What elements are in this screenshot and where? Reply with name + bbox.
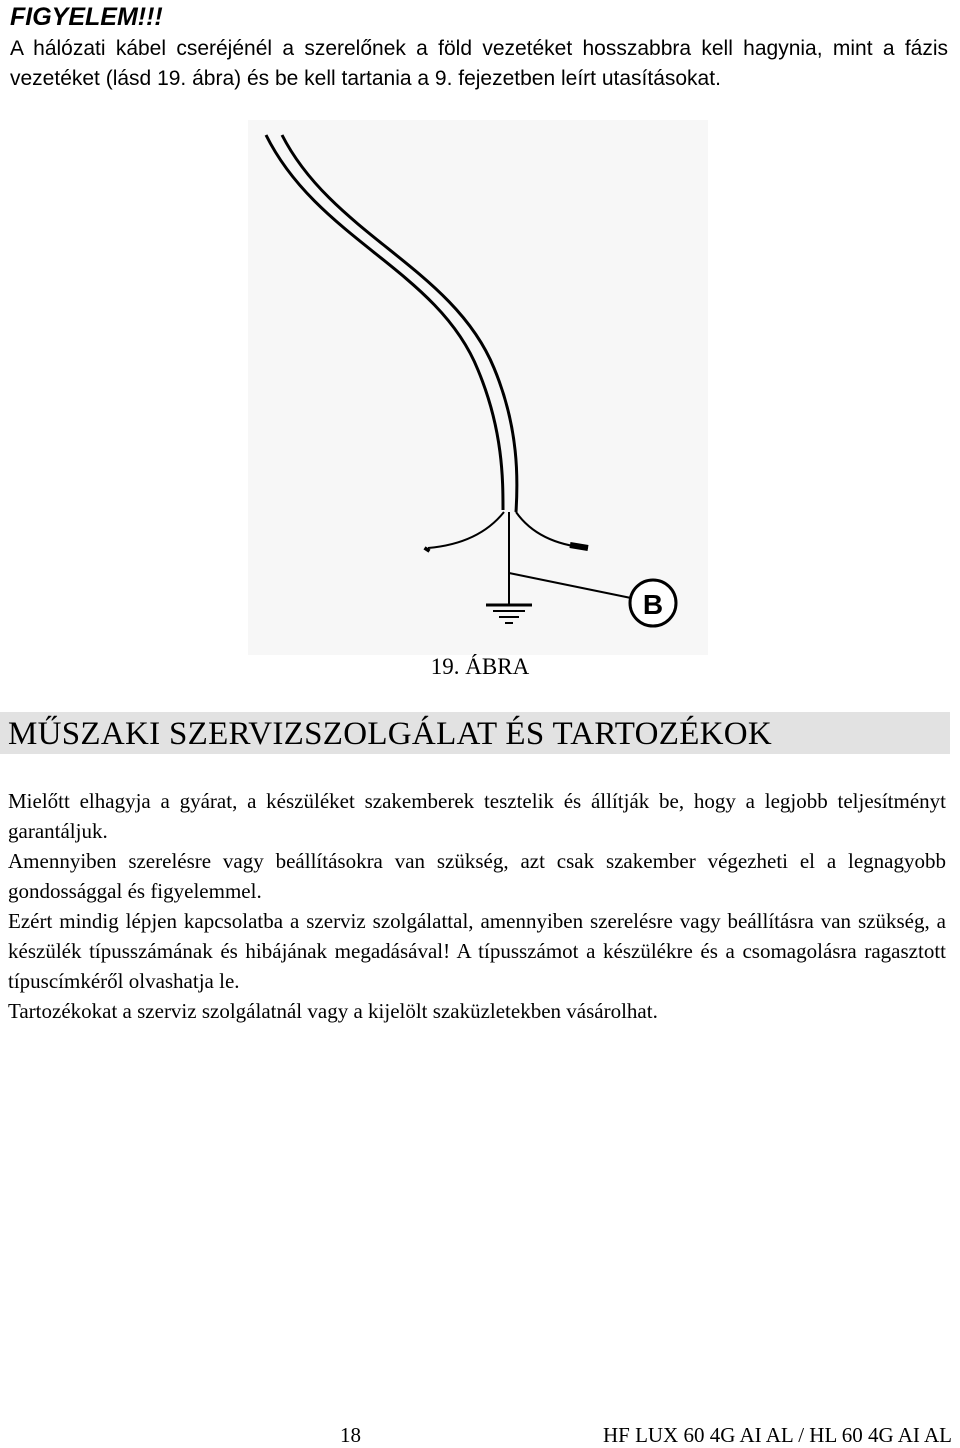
- figure-caption: 19. ÁBRA: [430, 654, 530, 679]
- paragraph: Mielőtt elhagyja a gyárat, a készüléket szakemberek tesztelik és állítják be, hogy a legjobb teljesítményt garantáljuk.: [8, 789, 946, 843]
- section-title: MŰSZAKI SZERVIZSZOLGÁLAT ÉS TARTOZÉKOK: [8, 716, 773, 752]
- footer-model: HF LUX 60 4G AI AL / HL 60 4G AI AL: [602, 1423, 952, 1447]
- warning-title: FIGYELEM!!!: [10, 3, 163, 31]
- paragraph: Tartozékokat a szerviz szolgálatnál vagy a kijelölt szaküzletekben vásárolhat.: [8, 999, 658, 1023]
- paragraph: Amennyiben szerelésre vagy beállításokra van szükség, azt csak szakember végezheti el a legnagyobb gondossággal és figyelemmel.: [8, 849, 946, 903]
- section-body: [8, 786, 946, 1026]
- left-wire-tip: [426, 548, 428, 551]
- warning-text: A hálózati kábel cseréjénél a szerelőnek a föld vezetéket hosszabbra kell hagynia, mint a fázis vezetéket (lásd 19. ábra) és be kell tartania a 9. fejezetben leírt utasításokat.: [10, 37, 948, 90]
- page-number: 18: [340, 1423, 361, 1447]
- section-header: [0, 712, 950, 754]
- right-wire-tip: [570, 545, 588, 548]
- paragraph: Ezért mindig lépjen kapcsolatba a szerviz szolgálattal, amennyiben szerelésre vagy beállításra van szükség, a készülék típusszámának és hibájának megadásával! A típusszámot a készülékre és a csomagolásra ragasztott típuscímkéről olvashatja le.: [8, 909, 946, 993]
- cable-diagram: [248, 120, 708, 655]
- badge-letter: B: [642, 589, 664, 620]
